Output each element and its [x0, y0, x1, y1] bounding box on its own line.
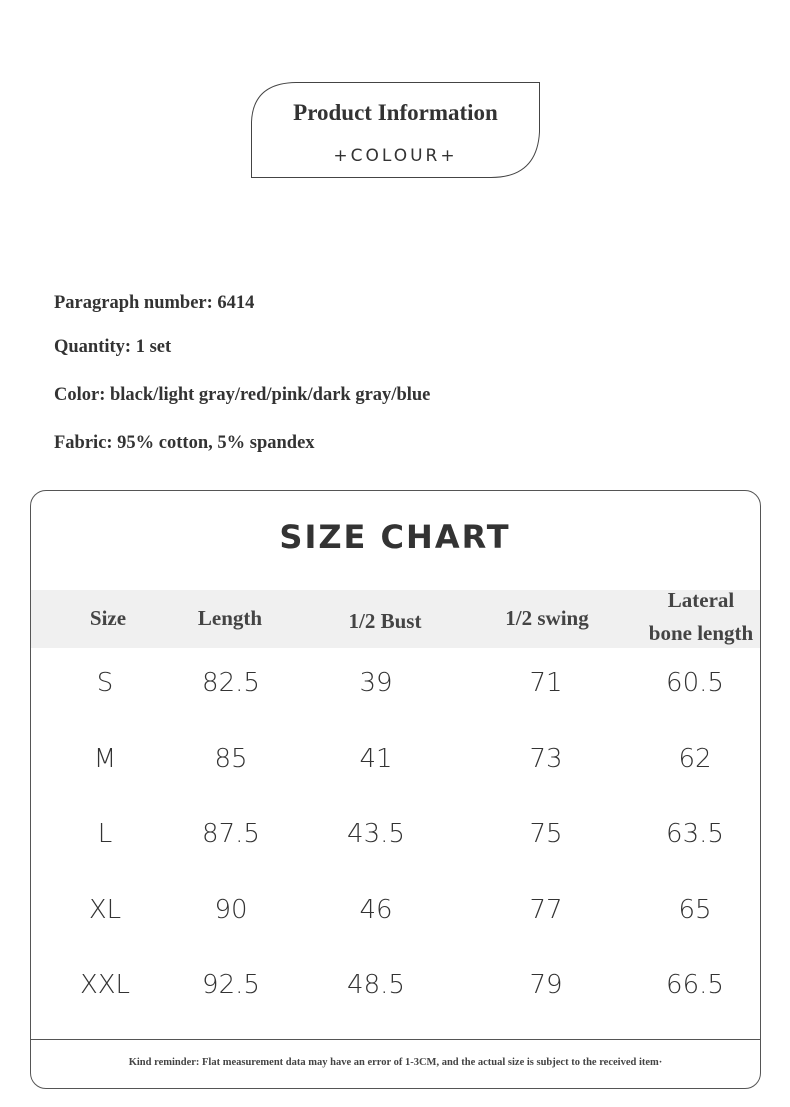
cell-lateral: 66.5 [666, 970, 724, 1000]
fabric: Fabric: 95% cotton, 5% spandex [54, 433, 315, 453]
cell-lateral: 62 [678, 744, 712, 774]
cell-length: 90 [214, 895, 248, 925]
header-bust: 1/2 Bust [348, 609, 422, 633]
cell-swing: 71 [529, 668, 563, 698]
cell-swing: 75 [529, 819, 563, 849]
size-chart-title: SIZE CHART [279, 518, 511, 556]
cell-size: L [97, 819, 113, 849]
color-options: Color: black/light gray/red/pink/dark gray/blue [54, 385, 431, 405]
cell-bust: 41 [359, 744, 393, 774]
paragraph-number: Paragraph number: 6414 [54, 293, 255, 313]
cell-size: M [93, 744, 117, 774]
cell-lateral: 60.5 [666, 668, 724, 698]
page-title: Product Information [293, 100, 498, 125]
footer-divider [31, 1039, 760, 1040]
cell-length: 92.5 [202, 970, 260, 1000]
cell-size: XXL [79, 970, 131, 1000]
cell-bust: 46 [359, 895, 393, 925]
cell-swing: 73 [529, 744, 563, 774]
cell-length: 87.5 [202, 819, 260, 849]
cell-lateral: 63.5 [666, 819, 724, 849]
page-subtitle: +COLOUR+ [333, 146, 458, 166]
kind-reminder: Kind reminder: Flat measurement data may have an error of 1-3CM, and the actual size is subject to the received item· [128, 1057, 663, 1068]
cell-swing: 79 [529, 970, 563, 1000]
header-lateral-line1: Lateral [667, 588, 735, 612]
header-length: Length [197, 606, 263, 630]
header-lateral-line2: bone length [648, 621, 754, 645]
cell-swing: 77 [529, 895, 563, 925]
cell-size: S [96, 668, 114, 698]
cell-lateral: 65 [678, 895, 712, 925]
header-swing: 1/2 swing [505, 606, 589, 630]
quantity: Quantity: 1 set [54, 337, 172, 357]
cell-length: 82.5 [202, 668, 260, 698]
cell-bust: 48.5 [347, 970, 405, 1000]
cell-length: 85 [214, 744, 248, 774]
header-size: Size [89, 606, 127, 630]
cell-bust: 43.5 [347, 819, 405, 849]
cell-bust: 39 [359, 668, 393, 698]
cell-size: XL [88, 895, 122, 925]
